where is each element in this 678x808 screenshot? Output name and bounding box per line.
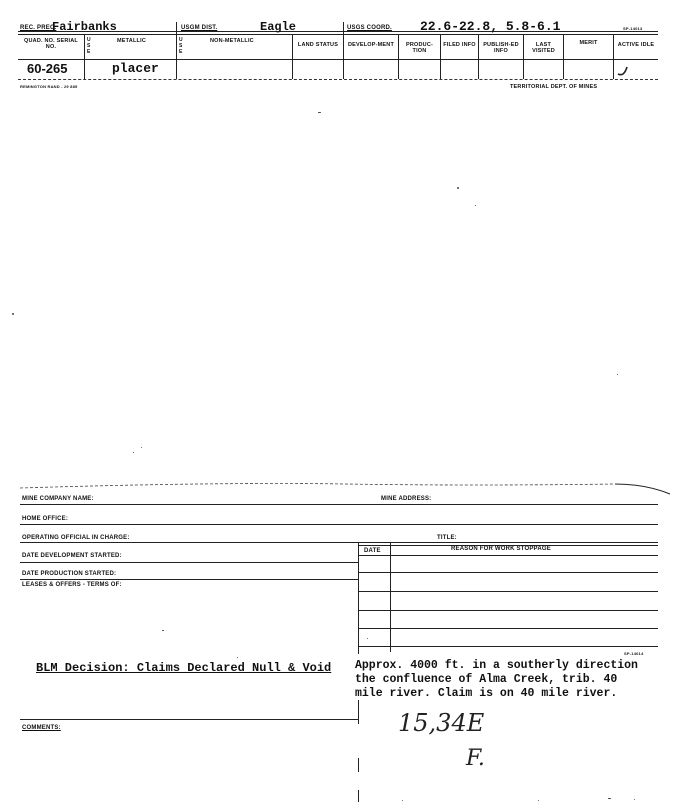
form-code-top: SP-14013 — [623, 26, 643, 31]
rule — [20, 719, 358, 720]
operating-official-label: OPERATING OFFICIAL IN CHARGE: — [22, 535, 130, 541]
col-divider — [613, 34, 614, 79]
rule — [358, 628, 658, 629]
col-merit: MERIT — [579, 40, 598, 46]
card-edge — [15, 470, 675, 500]
col-serial-no: SERIAL NO. — [45, 38, 78, 50]
col-divider — [358, 700, 359, 724]
rule — [20, 579, 358, 580]
usgm-dist-value: Eagle — [260, 20, 297, 34]
handwritten-meridian: F. — [466, 746, 485, 771]
col-divider — [84, 34, 85, 79]
rule — [358, 555, 658, 556]
col-divider — [440, 34, 441, 79]
usgs-coord-value: 22.6-22.8, 5.8-6.1 — [420, 19, 561, 34]
col-divider — [292, 34, 293, 79]
rule — [20, 524, 658, 525]
col-divider — [563, 34, 564, 79]
col-development: DEVELOP-MENT — [347, 42, 395, 48]
scan-speck — [402, 800, 403, 801]
home-office-label: HOME OFFICE: — [22, 516, 69, 522]
scan-speck — [237, 657, 238, 658]
metallic-value: placer — [112, 61, 159, 76]
col-land-status: LAND STATUS — [297, 42, 339, 48]
title-label: TITLE: — [437, 535, 457, 541]
scan-speck — [367, 638, 368, 639]
scan-speck — [617, 374, 618, 375]
col-use-2: U S E — [179, 37, 183, 55]
scan-speck — [318, 112, 321, 113]
col-divider — [398, 34, 399, 79]
form-code-bottom: SP-14014 — [624, 651, 644, 656]
reason-col-label: REASON FOR WORK STOPPAGE — [451, 546, 551, 552]
date-production-started-label: DATE PRODUCTION STARTED: — [22, 571, 117, 577]
scan-speck — [538, 800, 539, 801]
quad-serial-value: 60-265 — [27, 61, 68, 76]
header-divider — [18, 34, 658, 35]
blm-decision-text: BLM Decision: Claims Declared Null & Void — [36, 661, 332, 675]
location-note-line-1: Approx. 4000 ft. in a southerly direction — [355, 659, 638, 672]
rule — [358, 572, 658, 573]
col-active-idle: ACTIVE IDLE — [617, 42, 655, 48]
col-divider — [523, 34, 524, 79]
active-check-mark-icon — [615, 64, 631, 78]
date-col-label: DATE — [364, 548, 381, 554]
scan-speck — [634, 799, 635, 800]
rec-prec-label: REC. PREC. — [20, 25, 57, 31]
col-use-1: U S E — [87, 37, 91, 55]
rule — [358, 591, 658, 592]
col-filed-info: FILED INFO — [443, 42, 476, 48]
usgm-dist-label: USGM DIST. — [181, 25, 218, 31]
col-divider — [478, 34, 479, 79]
scan-speck — [457, 187, 459, 189]
usgs-coord-label: USGS COORD. — [347, 25, 392, 31]
leases-offers-label: LEASES & OFFERS - TERMS OF: — [22, 582, 122, 588]
col-non-metallic: NON-METALLIC — [210, 38, 254, 44]
department-text: TERRITORIAL DEPT. OF MINES — [510, 84, 598, 90]
location-note-line-3: mile river. Claim is on 40 mile river. — [355, 687, 618, 700]
col-divider — [343, 22, 344, 79]
col-quad-no: QUAD. NO. — [24, 38, 55, 44]
scan-speck — [475, 205, 476, 206]
comments-label: COMMENTS: — [22, 725, 61, 731]
col-published-info: PUBLISH-ED INFO — [483, 42, 519, 54]
rule — [20, 542, 658, 543]
rule — [358, 610, 658, 611]
scan-speck — [608, 798, 611, 799]
mine-company-name-label: MINE COMPANY NAME: — [22, 496, 94, 502]
col-metallic: METALLIC — [117, 38, 146, 44]
col-quad-serial — [20, 38, 82, 50]
col-divider — [358, 758, 359, 772]
scan-speck — [141, 447, 142, 448]
location-note-line-2: the confluence of Alma Creek, trib. 40 — [355, 673, 618, 686]
date-development-started-label: DATE DEVELOPMENT STARTED: — [22, 553, 122, 559]
imprint-text: REMINGTON RAND - 29 885 — [20, 84, 78, 89]
rec-prec-value: Fairbanks — [52, 20, 117, 34]
col-divider — [390, 542, 391, 652]
col-divider — [176, 22, 177, 79]
scan-speck — [162, 630, 164, 631]
rule — [20, 504, 658, 505]
rule — [20, 562, 358, 563]
mine-address-label: MINE ADDRESS: — [381, 496, 432, 502]
handwritten-township: 15,34E — [398, 709, 485, 737]
col-production: PRODUC-TION — [405, 42, 434, 54]
col-last-visited: LAST VISITED — [532, 42, 555, 54]
rule — [358, 646, 658, 647]
scan-speck — [12, 313, 14, 315]
column-header-divider — [18, 59, 658, 60]
col-divider — [358, 542, 359, 654]
scan-speck — [133, 452, 134, 453]
card-bottom-dashed — [18, 79, 658, 80]
col-divider — [358, 790, 359, 802]
